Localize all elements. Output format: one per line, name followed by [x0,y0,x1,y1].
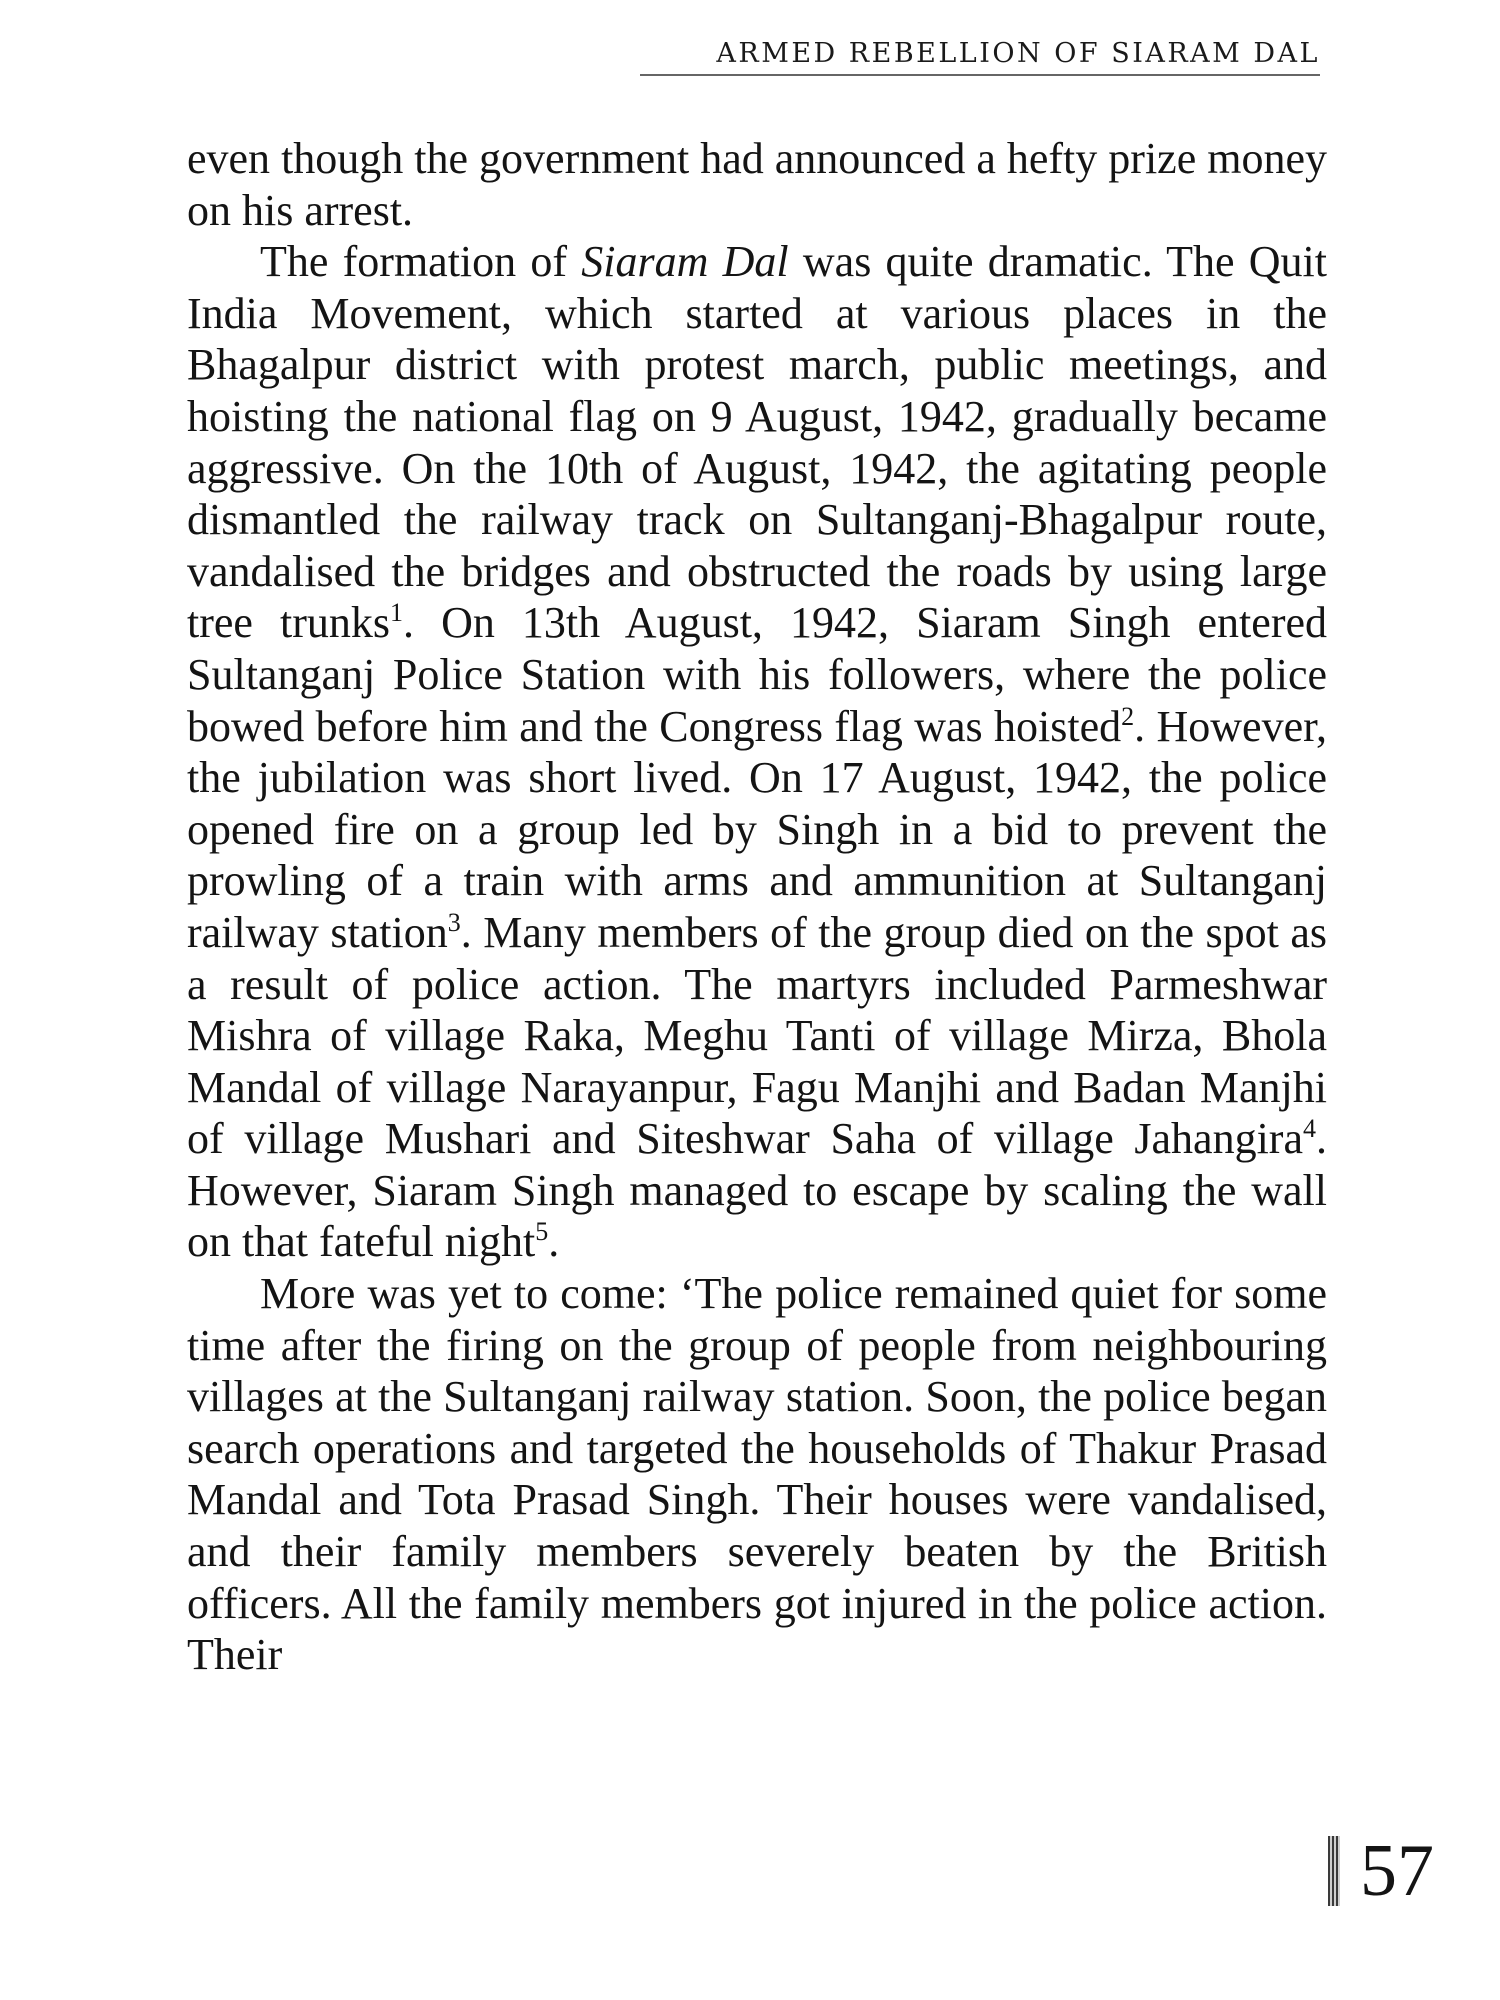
paragraph-3: More was yet to come: ‘The police remained quiet for some time after the firing on the group of people from neighbouring villages at the Sultanganj railway station. Soon, the police began search operations and targeted the households of Thakur Prasad Mandal and Tota Prasad Singh. Their houses were vandalised, and their family members severely beaten by the British officers. All the family members got injured in the police action. Their [187,1269,1327,1680]
folio-bar-decoration [1328,1836,1340,1906]
footnote-ref-4: 4 [1303,1114,1316,1144]
folio [1328,1830,1434,1912]
text-run: The formation of [260,237,582,287]
text-run: . On 13th August, 1942, Siaram Singh entered Sultanganj Police Station with his followers, where the police bowed before him and the Congress flag was hoisted [187,598,1327,751]
running-head: ARMED REBELLION OF SIARAM DAL [640,38,1320,76]
body-text [187,133,1327,1681]
footnote-ref-1: 1 [390,598,404,628]
text-run: was quite dramatic. The Quit India Movement, which started at various places in the Bhagalpur district with protest march, public meetings, and hoisting the national flag on 9 August, 1942, gradually became aggressive. On the 10th of August, 1942, the agitating people dismantled the railway track on Sultanganj-Bhagalpur route, vandalised the bridges and obstructed the roads by using large tree trunks [187,237,1328,648]
footnote-ref-3: 3 [447,907,461,937]
text-run: . However, the jubilation was short lived. On 17 August, 1942, the police opened fire on a group led by Singh in a bid to prevent the prowling of a train with arms and ammunition at Sultanganj railway station [187,701,1327,957]
paragraph-1: even though the government had announced a hefty prize money on his arrest. [187,134,1327,235]
italic-term: Siaram Dal [581,237,789,287]
page-number: 57 [1360,1830,1434,1912]
text-run: . [548,1217,560,1267]
paragraph-2 [187,236,1327,1268]
text-run: . However, Siaram Singh managed to escape by scaling the wall on that fateful night [187,1114,1327,1267]
footnote-ref-2: 2 [1121,701,1135,731]
text-run: . Many members of the group died on the spot as a result of police action. The martyrs included Parmeshwar Mishra of village Raka, Meghu Tanti of village Mirza, Bhola Mandal of village Narayanpur, Fagu Manjhi and Badan Manjhi of village Mushari and Siteshwar Saha of village Jahangira [187,907,1327,1164]
footnote-ref-5: 5 [535,1217,549,1247]
